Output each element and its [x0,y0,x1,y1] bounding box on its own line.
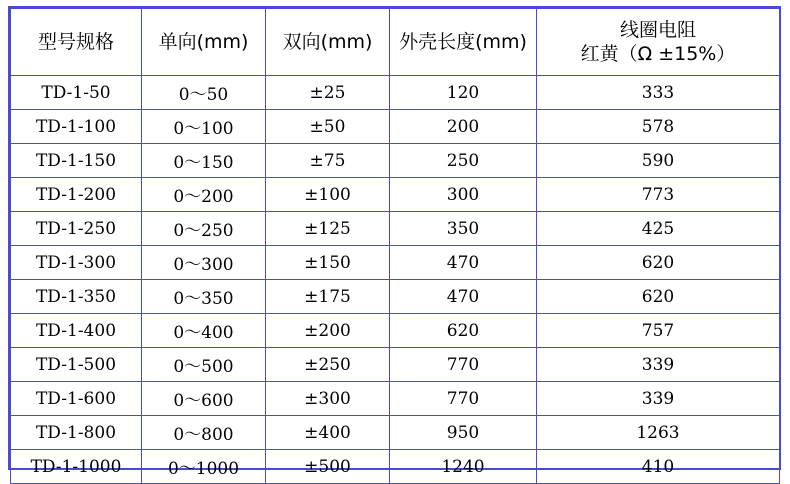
cell-shell-length: 350 [390,212,537,246]
cell-bidirectional: ±300 [266,382,390,416]
table-row [11,280,780,314]
header-bidirectional: 双向(mm) [266,9,390,76]
table-row [11,416,780,450]
cell-model: TD-1-400 [11,314,142,348]
cell-model: TD-1-1000 [11,450,142,484]
cell-coil-resistance: 1263 [537,416,780,450]
cell-unidirectional: 0～50 [142,76,266,110]
cell-coil-resistance: 757 [537,314,780,348]
cell-shell-length: 300 [390,178,537,212]
header-coil-resistance [537,9,780,76]
cell-coil-resistance: 620 [537,280,780,314]
cell-coil-resistance: 620 [537,246,780,280]
cell-model: TD-1-300 [11,246,142,280]
cell-coil-resistance: 339 [537,348,780,382]
cell-bidirectional: ±150 [266,246,390,280]
table-row [11,382,780,416]
cell-bidirectional: ±50 [266,110,390,144]
table-row [11,76,780,110]
table-row [11,110,780,144]
cell-bidirectional: ±175 [266,280,390,314]
cell-coil-resistance: 773 [537,178,780,212]
cell-model: TD-1-350 [11,280,142,314]
cell-bidirectional: ±100 [266,178,390,212]
cell-bidirectional: ±25 [266,76,390,110]
cell-unidirectional: 0～400 [142,314,266,348]
cell-bidirectional: ±200 [266,314,390,348]
cell-coil-resistance: 333 [537,76,780,110]
cell-unidirectional: 0～150 [142,144,266,178]
cell-model: TD-1-150 [11,144,142,178]
header-shell-length: 外壳长度(mm) [390,9,537,76]
cell-model: TD-1-100 [11,110,142,144]
cell-shell-length: 120 [390,76,537,110]
cell-bidirectional: ±75 [266,144,390,178]
cell-coil-resistance: 410 [537,450,780,484]
header-coil-resistance-line2: 红黄（Ω ±15%） [580,43,736,65]
cell-shell-length: 470 [390,246,537,280]
cell-model: TD-1-50 [11,76,142,110]
table-row [11,314,780,348]
cell-shell-length: 950 [390,416,537,450]
table-row [11,212,780,246]
cell-unidirectional: 0～800 [142,416,266,450]
cell-coil-resistance: 590 [537,144,780,178]
cell-bidirectional: ±400 [266,416,390,450]
table-body [11,76,780,484]
cell-unidirectional: 0～350 [142,280,266,314]
cell-unidirectional: 0～200 [142,178,266,212]
table-header [11,9,780,76]
cell-model: TD-1-250 [11,212,142,246]
table-row [11,348,780,382]
cell-model: TD-1-500 [11,348,142,382]
spec-table [10,8,780,484]
cell-bidirectional: ±500 [266,450,390,484]
cell-bidirectional: ±250 [266,348,390,382]
cell-shell-length: 1240 [390,450,537,484]
cell-model: TD-1-200 [11,178,142,212]
table-row [11,178,780,212]
spec-table-frame [8,6,781,479]
header-row [11,9,780,76]
cell-coil-resistance: 339 [537,382,780,416]
cell-unidirectional: 0～300 [142,246,266,280]
header-coil-resistance-line1: 线圈电阻 [619,19,696,41]
cell-coil-resistance: 578 [537,110,780,144]
cell-unidirectional: 0～100 [142,110,266,144]
table-row [11,144,780,178]
cell-shell-length: 620 [390,314,537,348]
table-row [11,246,780,280]
header-model: 型号规格 [11,9,142,76]
cell-model: TD-1-800 [11,416,142,450]
cell-bidirectional: ±125 [266,212,390,246]
cell-shell-length: 770 [390,348,537,382]
cell-model: TD-1-600 [11,382,142,416]
cell-shell-length: 200 [390,110,537,144]
cell-coil-resistance: 425 [537,212,780,246]
cell-shell-length: 770 [390,382,537,416]
header-unidirectional: 单向(mm) [142,9,266,76]
cell-shell-length: 470 [390,280,537,314]
cell-unidirectional: 0～1000 [142,450,266,484]
cell-unidirectional: 0～500 [142,348,266,382]
cell-unidirectional: 0～600 [142,382,266,416]
cell-shell-length: 250 [390,144,537,178]
table-row [11,450,780,484]
cell-unidirectional: 0～250 [142,212,266,246]
